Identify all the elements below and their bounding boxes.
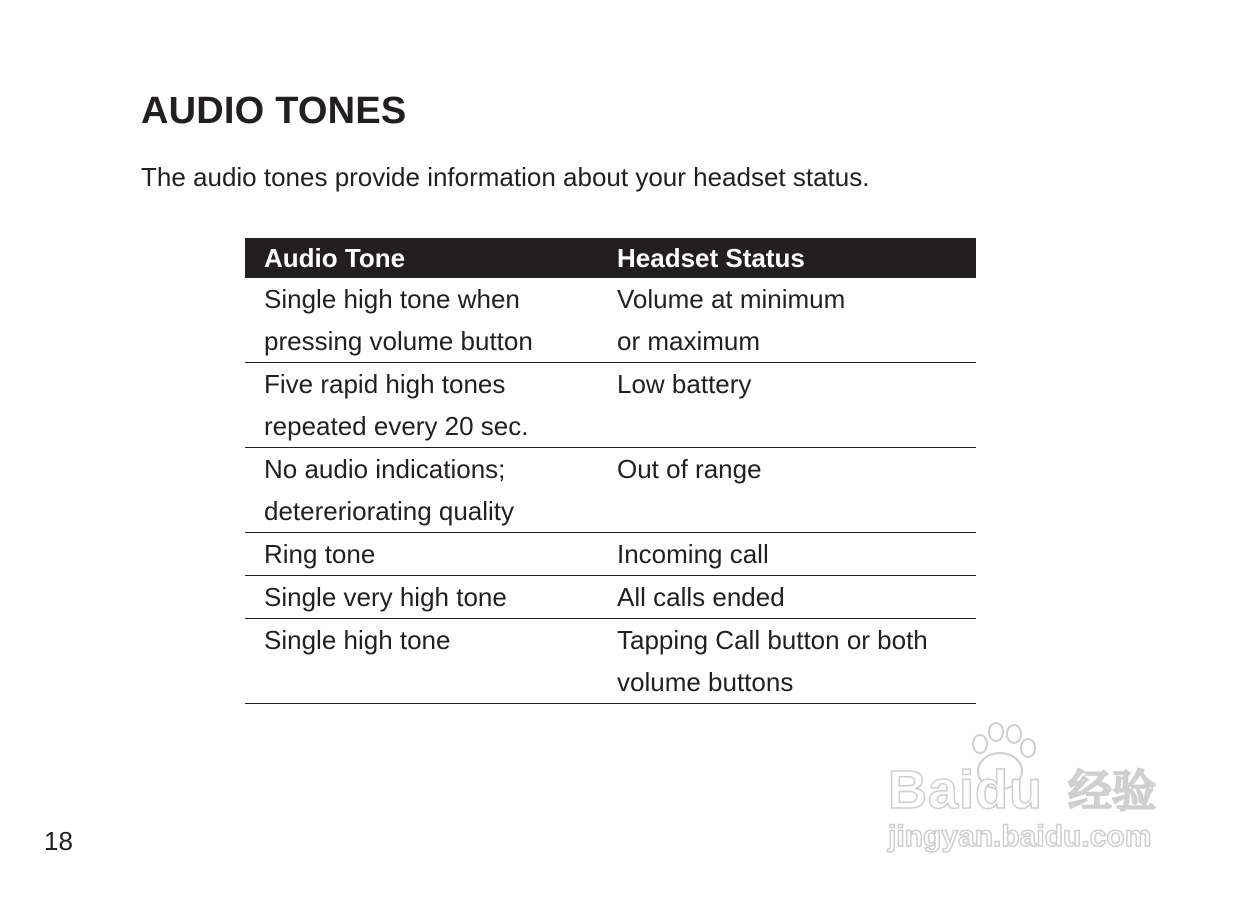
status-cell <box>598 619 976 704</box>
table-row <box>245 619 976 704</box>
page-heading: AUDIO TONES <box>141 90 407 132</box>
baidu-watermark-logo <box>882 716 1182 866</box>
status-line: All calls ended <box>617 582 785 612</box>
tone-cell <box>245 278 598 363</box>
page-number: 18 <box>44 826 73 856</box>
paw-toe-icon <box>1021 739 1035 757</box>
status-line: Incoming call <box>617 539 769 569</box>
table-row <box>245 576 976 619</box>
tone-line: Single high tone <box>264 625 451 655</box>
tone-line: Single very high tone <box>264 582 507 612</box>
tone-cell <box>245 619 598 704</box>
tone-line <box>264 661 598 703</box>
tone-line: No audio indications; <box>264 454 506 484</box>
paw-toe-icon <box>989 723 1003 741</box>
watermark-brand-cn: 经验 <box>1068 766 1156 817</box>
paw-toe-icon <box>1007 725 1021 743</box>
status-line: Low battery <box>617 369 752 399</box>
table-row <box>245 448 976 533</box>
header-audio-tone: Audio Tone <box>245 238 598 278</box>
status-cell <box>598 278 976 363</box>
tone-line: Ring tone <box>264 539 376 569</box>
tone-cell <box>245 576 598 619</box>
status-line: Tapping Call button or both <box>617 625 928 655</box>
status-line: Volume at minimum <box>617 284 846 314</box>
table-row <box>245 363 976 448</box>
header-headset-status: Headset Status <box>598 238 976 278</box>
status-cell <box>598 576 976 619</box>
status-line <box>617 405 976 447</box>
watermark-brand: Baidu <box>888 760 1044 820</box>
tone-line: Five rapid high tones <box>264 369 506 399</box>
paw-toe-icon <box>973 735 987 753</box>
tone-cell <box>245 448 598 533</box>
status-cell <box>598 363 976 448</box>
tone-line: detereriorating quality <box>264 496 515 526</box>
tone-line: Single high tone when <box>264 284 520 314</box>
status-line: Out of range <box>617 454 762 484</box>
tone-line: repeated every 20 sec. <box>264 411 529 441</box>
watermark-url: jingyan.baidu.com <box>888 820 1152 853</box>
status-cell <box>598 448 976 533</box>
tone-line: pressing volume button <box>264 326 533 356</box>
table-header-row <box>245 238 976 278</box>
table-row <box>245 278 976 363</box>
status-cell <box>598 533 976 576</box>
status-line: or maximum <box>617 326 761 356</box>
tone-cell <box>245 363 598 448</box>
status-line: volume buttons <box>617 667 794 697</box>
tone-cell <box>245 533 598 576</box>
status-line <box>617 490 976 532</box>
intro-text: The audio tones provide information about your headset status. <box>141 162 870 192</box>
audio-tones-table <box>245 238 976 704</box>
table-row <box>245 533 976 576</box>
